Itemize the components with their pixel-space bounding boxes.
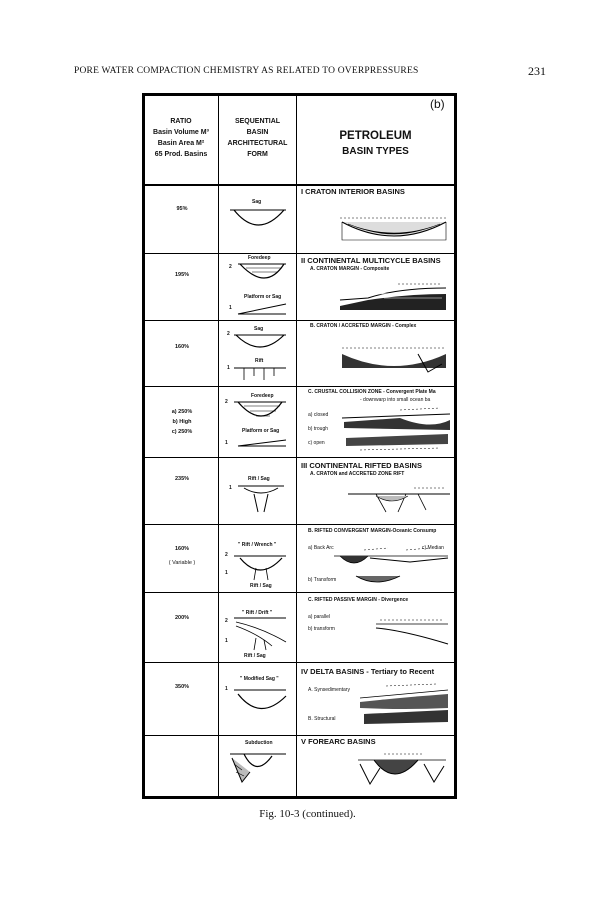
- sequence-number: 2: [225, 618, 228, 624]
- row-divider: [145, 457, 454, 458]
- form-label: Platform or Sag: [242, 428, 280, 434]
- basin-case: b) transform: [308, 626, 335, 632]
- row-divider: [145, 735, 454, 736]
- basin-case: c) open: [308, 440, 325, 446]
- row-divider: [145, 592, 454, 593]
- sequence-number: 1: [225, 440, 228, 446]
- subduction-sketch: [228, 748, 288, 788]
- ratio-header-line: 65 Prod. Basins: [154, 151, 208, 158]
- basin-type-title: I CRATON INTERIOR BASINS: [301, 187, 405, 196]
- sequence-number: 1: [225, 686, 228, 692]
- panel-label: (b): [430, 97, 445, 111]
- basin-subtype: C. CRUSTAL COLLISION ZONE - Convergent Plate Ma: [308, 389, 436, 395]
- basin-subtype: C. RIFTED PASSIVE MARGIN - Divergence: [308, 597, 409, 603]
- form-label: Rift / Sag: [244, 653, 266, 659]
- form-label: " Modified Sag ": [240, 676, 279, 682]
- ratio-header-line: Basin Volume M³: [153, 129, 209, 136]
- sequence-number: 2: [225, 399, 228, 405]
- ratio-header-line: RATIO: [170, 118, 192, 125]
- form-label: Platform or Sag: [244, 294, 282, 300]
- form-header-line: SEQUENTIAL: [234, 118, 281, 125]
- form-label: Rift / Sag: [248, 476, 270, 482]
- ratio-value: 95%: [176, 206, 188, 212]
- foredeep-sketch: [236, 262, 288, 288]
- ratio-header-line: Basin Area M²: [157, 140, 205, 147]
- platform-sketch: [236, 302, 288, 316]
- form-header-line: BASIN: [246, 129, 269, 136]
- sequence-number: 2: [225, 552, 228, 558]
- basin-case: c) Median: [422, 545, 444, 551]
- craton-interior-section: [338, 210, 450, 246]
- form-label: Rift: [255, 358, 264, 364]
- rift-wrench-sketch: [232, 552, 288, 582]
- header-divider: [145, 184, 454, 186]
- modified-sag-sketch: [232, 688, 288, 712]
- row-divider: [145, 524, 454, 525]
- basin-case: a) parallel: [308, 614, 330, 620]
- column-divider-2: [296, 96, 297, 796]
- row-divider: [145, 253, 454, 254]
- running-head: PORE WATER COMPACTION CHEMISTRY AS RELATED TO OVERPRESSURES: [74, 66, 419, 76]
- basin-case: a) closed: [308, 412, 329, 418]
- collision-zone-section: [340, 404, 452, 454]
- ratio-value: 195%: [174, 272, 190, 278]
- delta-section: [356, 684, 452, 730]
- form-header-line: ARCHITECTURAL: [227, 140, 288, 147]
- basin-subtype-note: - downwarp into small ocean ba: [360, 397, 431, 403]
- sequence-number: 2: [229, 264, 232, 270]
- ratio-value: a) 250%: [171, 409, 193, 415]
- rifted-convergent-section: [330, 540, 452, 588]
- passive-margin-section: [372, 616, 452, 650]
- ratio-value: 160%: [174, 344, 190, 350]
- ratio-value: ( Variable ): [168, 560, 196, 566]
- foredeep-sketch: [232, 400, 288, 426]
- types-header-line: BASIN TYPES: [342, 146, 409, 157]
- form-header: [219, 116, 296, 160]
- basin-subtype: B. RIFTED CONVERGENT MARGIN-Oceanic Consump: [308, 528, 437, 534]
- ratio-value: 160%: [174, 546, 190, 552]
- sequence-number: 1: [227, 365, 230, 371]
- basin-case: B. Structural: [308, 716, 336, 722]
- platform-sketch: [236, 438, 288, 448]
- accreted-margin-section: [338, 338, 450, 378]
- continental-rift-section: [346, 484, 452, 518]
- form-label: Subduction: [245, 740, 273, 746]
- types-header-line: PETROLEUM: [339, 130, 412, 142]
- basin-type-title: III CONTINENTAL RIFTED BASINS: [301, 461, 422, 470]
- form-label: " Rift / Wrench ": [238, 542, 277, 548]
- ratio-value: 235%: [174, 476, 190, 482]
- sequence-number: 1: [229, 305, 232, 311]
- form-label: Rift / Sag: [250, 583, 272, 589]
- form-label: Sag: [254, 326, 264, 332]
- ratio-value: c) 250%: [171, 429, 193, 435]
- sequence-number: 1: [225, 570, 228, 576]
- column-divider-1: [218, 96, 219, 796]
- basin-case: A. Synsedimentary: [308, 687, 350, 693]
- row-divider: [145, 662, 454, 663]
- forearc-section: [354, 748, 450, 792]
- row-divider: [145, 320, 454, 321]
- figure-caption: Fig. 10-3 (continued).: [259, 808, 356, 820]
- rift-sag-sketch: [236, 484, 286, 514]
- ratio-value: 200%: [174, 615, 190, 621]
- basin-case: b) Transform: [308, 577, 337, 583]
- basin-type-title: II CONTINENTAL MULTICYCLE BASINS: [301, 256, 441, 265]
- page-number: 231: [528, 64, 546, 78]
- rift-drift-sketch: [232, 616, 288, 652]
- ratio-header: [143, 116, 219, 160]
- sequence-number: 2: [227, 331, 230, 337]
- basin-case: a) Back Arc: [308, 545, 334, 551]
- basin-type-title: V FOREARC BASINS: [301, 737, 376, 746]
- sag-sketch: [228, 206, 288, 236]
- basin-types-header: [297, 128, 454, 160]
- sag-sketch: [232, 333, 288, 355]
- basin-subtype: A. CRATON and ACCRETED ZONE RIFT: [310, 471, 405, 477]
- row-divider: [145, 386, 454, 387]
- ratio-value: b) High: [172, 419, 192, 425]
- form-header-line: FORM: [247, 151, 268, 158]
- basin-type-title: IV DELTA BASINS - Tertiary to Recent: [301, 667, 435, 676]
- form-label: Foredeep: [251, 393, 274, 399]
- craton-margin-section: [338, 280, 450, 314]
- sequence-number: 1: [225, 638, 228, 644]
- form-label: Sag: [252, 199, 262, 205]
- sequence-number: 1: [229, 485, 232, 491]
- basin-case: b) trough: [308, 426, 329, 432]
- ratio-value: 350%: [174, 684, 190, 690]
- form-label: " Rift / Drift ": [242, 610, 273, 616]
- rift-sketch: [232, 366, 288, 382]
- form-label: Foredeep: [248, 255, 271, 261]
- basin-subtype: B. CRATON / ACCRETED MARGIN - Complex: [310, 323, 417, 329]
- basin-subtype: A. CRATON MARGIN - Composite: [310, 266, 390, 272]
